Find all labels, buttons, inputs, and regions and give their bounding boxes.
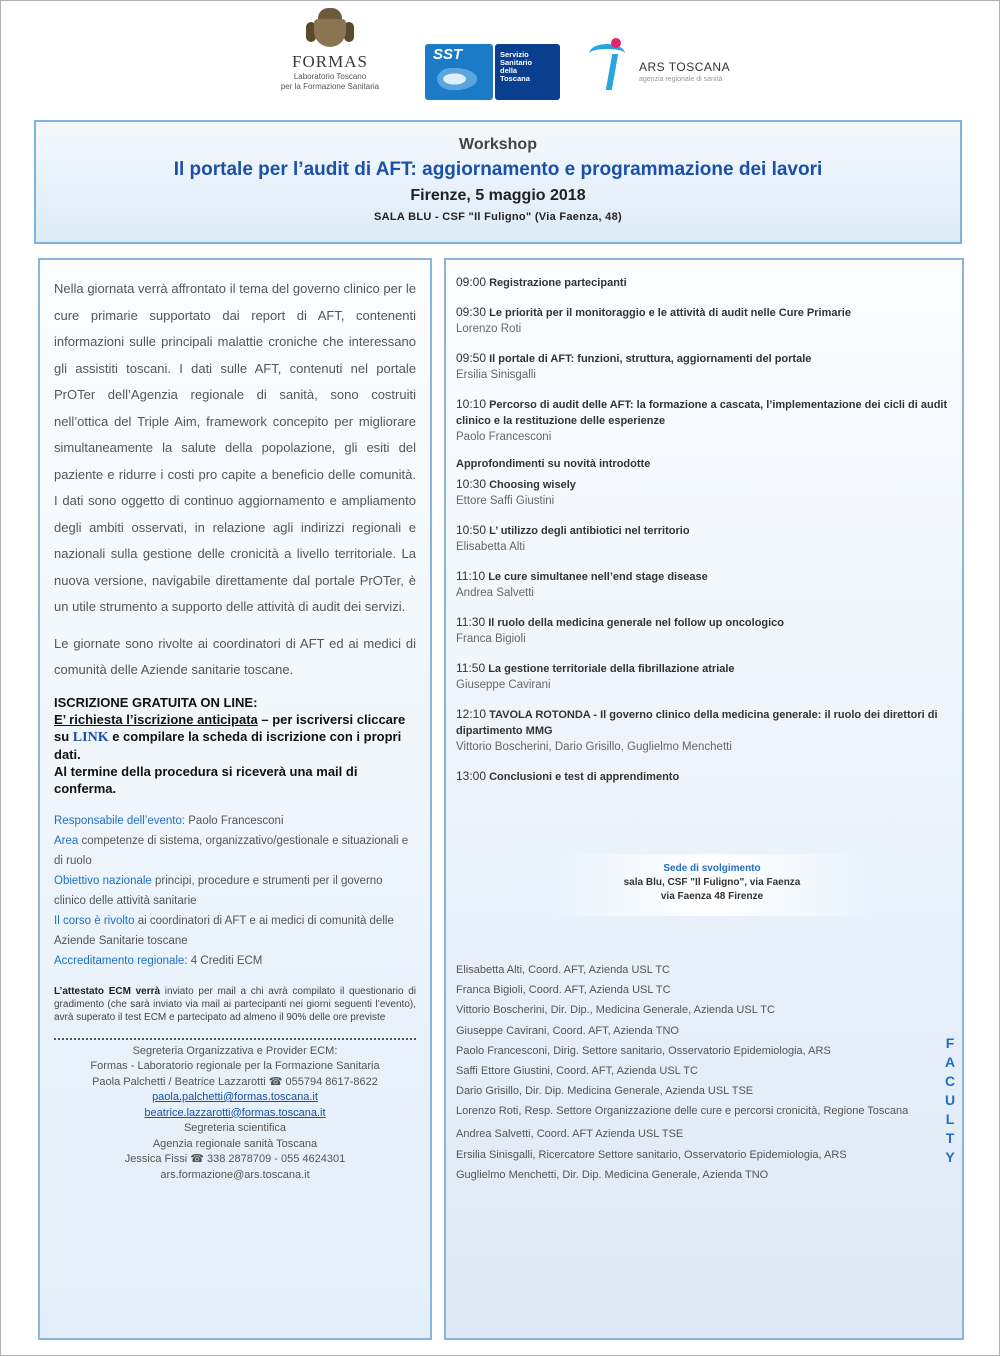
faculty-item: Saffi Ettore Giustini, Coord. AFT, Azienda USL TC [456,1065,698,1078]
event-date: Firenze, 5 maggio 2018 [410,187,586,204]
event-meta [54,811,416,971]
registration-text-3: Al termine della procedura si riceverà una mail di conferma. [54,763,358,796]
slot-title: Le priorità per il monitoraggio e le attività di audit nelle Cure Primarie [489,307,851,319]
formas-logo-sub1: Laboratorio Toscano [293,72,367,81]
faculty-item: Elisabetta Alti, Coord. AFT, Azienda USL TC [456,964,670,976]
accreditation-value: 4 Crediti ECM [187,954,263,967]
event-venue: SALA BLU - CSF "Il Fuligno" (Via Faenza, 48) [374,211,622,223]
faculty-item: Lorenzo Roti, Resp. Settore Organizzazione delle cure e percorsi cronicità, Regione Toscana [456,1105,909,1118]
sst-logo [425,44,560,100]
objective-value: principi, procedure e strumenti per il governo clinico delle attività sanitarie [54,874,383,907]
venue-box-line1: sala Blu, CSF "Il Fuligno", via Faenza [623,877,801,888]
formas-logo [270,8,390,96]
registration-text-1: – per iscriversi cliccare su [54,711,406,744]
faculty-item: Andrea Salvetti, Coord. AFT Azienda USL TSE [456,1128,684,1141]
registration-required: E’ richiesta l’iscrizione anticipata [54,711,258,727]
program-column [444,258,964,1340]
slot-title: Il portale di AFT: funzioni, struttura, aggiornamenti del portale [489,353,812,365]
faculty-label-letter: C [944,1073,956,1089]
slot-speaker: Ersilia Sinisgalli [456,369,536,381]
program-list [456,274,950,785]
slot-speaker: Ettore Saffi Giustini [456,495,555,507]
intro-text [54,276,416,684]
faculty-item: Paolo Francesconi, Dirig. Settore sanitario, Osservatorio Epidemiologia, ARS [456,1044,831,1057]
sst-logo-line3: della [500,66,518,75]
slot-time: 10:30 [456,477,487,491]
slot-speaker: Franca Bigioli [456,633,526,645]
area-value: competenze di sistema, organizzativo/gestionale e situazionali e di ruolo [54,834,409,867]
org-secretariat-title: Segreteria Organizzativa e Provider ECM: [132,1044,338,1057]
ars-dot-icon [611,38,621,48]
contacts-block [54,1044,416,1184]
program-slot [456,476,950,509]
area-label: Area [54,834,79,847]
slot-time: 10:10 [456,397,487,411]
program-slot [456,274,950,291]
formas-logo-name: FORMAS [292,52,368,71]
program-slot [456,706,950,755]
sst-logo-line4: Toscana [500,74,530,83]
slot-time: 10:50 [456,523,487,537]
target-label: Il corso è rivolto [54,914,135,927]
attestato-rest: inviato per mail a chi avrà compilato il questionario di gradimento (che sarà inviato via mail ai partecipanti nei giorni seguenti l’evento), avrà superato il test ECM e partecipato ad almeno il 90% delle ore previste [54,985,416,1023]
resp-label: Responsabile dell’evento: [54,814,186,827]
intro-paragraph-2: Le giornate sono rivolte ai coordinatori di AFT ed ai medici di comunità delle Aziende sanitarie toscane. [54,635,416,677]
faculty-item: Franca Bigioli, Coord. AFT, Azienda USL TC [456,984,671,997]
ars-logo-sub: agenzia regionale di sanità [639,76,723,83]
faculty-item: Guglielmo Menchetti, Dir. Dip. Medicina Generale, Azienda TNO [456,1168,769,1181]
sci-secretariat-title: Segreteria scientifica [183,1122,287,1134]
event-title: Il portale per l’audit di AFT: aggiornamento e programmazione dei lavori [173,159,823,180]
intro-paragraph-1: Nella giornata verrà affrontato il tema del governo clinico per le cure primarie supportato dai report di AFT, contenenti informazioni sulle principali malattie croniche che interessano gli assistiti toscani. I dati sulle AFT, contenuti nel portale PrOTer dell’Agenzia regionale di sanità, sono costruiti nell’ottica del Triple Aim, framework concepito per migliorare simultaneamente la salute della popolazione, gli esiti del paziente e ridurre i costi pro capite a beneficio delle comunità. I dati sono oggetto di continuo aggiornamento e ampliamento degli ambiti osservati, in relazione agli indirizzi regionali e nazionali sulla gestione delle cronicità a livello territoriale. La nuova versione, navigabile direttamente dal portale PrOTer, è un utile strumento a supporto delle attività di audit dei servizi. [54,281,416,614]
registration-text-2: e compilare la scheda di iscrizione con i propri dati. [54,728,402,762]
sci-secretariat-line2: Jessica Fissi ☎ 338 2878709 - 055 4624301 [124,1153,346,1165]
slot-time: 11:30 [456,615,486,629]
registration-link[interactable]: LINK [72,729,109,745]
slot-title: Choosing wisely [489,479,576,491]
program-slot [456,396,950,445]
slot-title: Le cure simultanee nell’end stage disease [488,571,708,583]
venue-box-title: Sede di svolgimento [663,863,761,874]
faculty-label-letter: F [945,1035,955,1051]
slot-speaker: Lorenzo Roti [456,323,522,335]
venue-box-line2: via Faenza 48 Firenze [660,891,764,902]
slot-speaker: Vittorio Boscherini, Dario Grisillo, Guglielmo Menchetti [456,741,732,753]
faculty-label-letter: L [945,1111,955,1127]
target-value: ai coordinatori di AFT e ai medici di comunità delle Aziende Sanitarie toscane [54,914,394,947]
accreditation-label: Accreditamento regionale: [54,954,188,967]
slot-speaker: Elisabetta Alti [456,541,526,553]
faculty-vertical-label [942,1034,958,1167]
resp-value: Paolo Francesconi [185,814,284,827]
program-slot [456,614,950,647]
ars-logo [585,38,735,94]
faculty-item: Dario Grisillo, Dir. Dip. Medicina Generale, Azienda USL TSE [456,1085,754,1098]
slot-speaker: Giuseppe Cavirani [456,679,551,691]
slot-title: L’ utilizzo degli antibiotici nel territorio [489,525,690,537]
event-kicker: Workshop [459,136,537,153]
faculty-item: Giuseppe Cavirani, Coord. AFT, Azienda TNO [456,1024,679,1037]
venue-box [556,854,868,916]
faculty-label-letter: Y [945,1149,955,1165]
crest-icon [308,8,352,48]
registration-heading: ISCRIZIONE GRATUITA ON LINE: [54,694,258,710]
registration-block [54,694,416,797]
faculty-item: Ersilia Sinisgalli, Ricercatore Settore sanitario, Osservatorio Epidemiologia, ARS [456,1148,847,1161]
sci-secretariat-email: ars.formazione@ars.toscana.it [160,1168,310,1181]
sst-logo-line2: Sanitario [500,58,533,67]
slot-time: 09:30 [456,305,487,319]
program-section-heading: Approfondimenti su novità introdotte [456,458,651,470]
slot-title: Percorso di audit delle AFT: la formazione a cascata, l’implementazione dei cicli di audit clinico e la restituzione delle esperienze [456,399,948,427]
slot-time: 09:50 [456,351,487,365]
slot-title: Il ruolo della medicina generale nel follow up oncologico [488,617,785,629]
program-slot [456,768,950,785]
sst-logo-abbr: SST [433,46,463,63]
dotted-divider [54,1038,416,1040]
objective-label: Obiettivo nazionale [54,874,152,887]
org-secretariat-line2: Paola Palchetti / Beatrice Lazzarotti ☎ 055794 8617-8622 [92,1075,378,1088]
slot-title: Registrazione partecipanti [489,277,627,289]
program-slot [456,350,950,383]
ars-logo-name: ARS TOSCANA [639,60,731,74]
attestato-note [54,985,416,1024]
ars-arc-icon [589,44,625,63]
slot-time: 12:10 [456,707,487,721]
program-slot [456,660,950,693]
faculty-label-letter: A [944,1054,956,1070]
program-slot [456,304,950,337]
faculty-label-letter: T [945,1130,955,1146]
slot-time: 13:00 [456,769,487,783]
slot-time: 11:10 [456,569,486,583]
faculty-item: Vittorio Boscherini, Dir. Dip., Medicina Generale, Azienda USL TC [456,1004,775,1017]
event-header [34,120,962,244]
slot-title: TAVOLA ROTONDA - Il governo clinico della medicina generale: il ruolo dei direttori di dipartimento MMG [456,709,938,737]
email-link-lazzarotti[interactable]: beatrice.lazzarotti@formas.toscana.it [144,1106,326,1119]
attestato-lead: L’attestato ECM verrà [54,985,161,997]
slot-time: 11:50 [456,661,486,675]
slot-speaker: Andrea Salvetti [456,587,534,599]
formas-logo-sub2: per la Formazione Sanitaria [280,82,380,91]
faculty-list [456,960,926,1185]
sci-secretariat-line1: Agenzia regionale sanità Toscana [152,1137,318,1150]
swirl-icon [437,66,481,92]
slot-title: La gestione territoriale della fibrillazione atriale [488,663,735,675]
slot-speaker: Paolo Francesconi [456,431,552,443]
program-slot [456,522,950,555]
faculty-label-letter: U [944,1092,956,1108]
org-secretariat-line1: Formas - Laboratorio regionale per la Formazione Sanitaria [90,1060,380,1072]
program-slot [456,568,950,601]
info-column [38,258,432,1340]
email-link-palchetti[interactable]: paola.palchetti@formas.toscana.it [152,1091,318,1103]
slot-time: 09:00 [456,275,487,289]
slot-title: Conclusioni e test di apprendimento [489,771,680,783]
sst-logo-line1: Servizio [500,50,529,59]
